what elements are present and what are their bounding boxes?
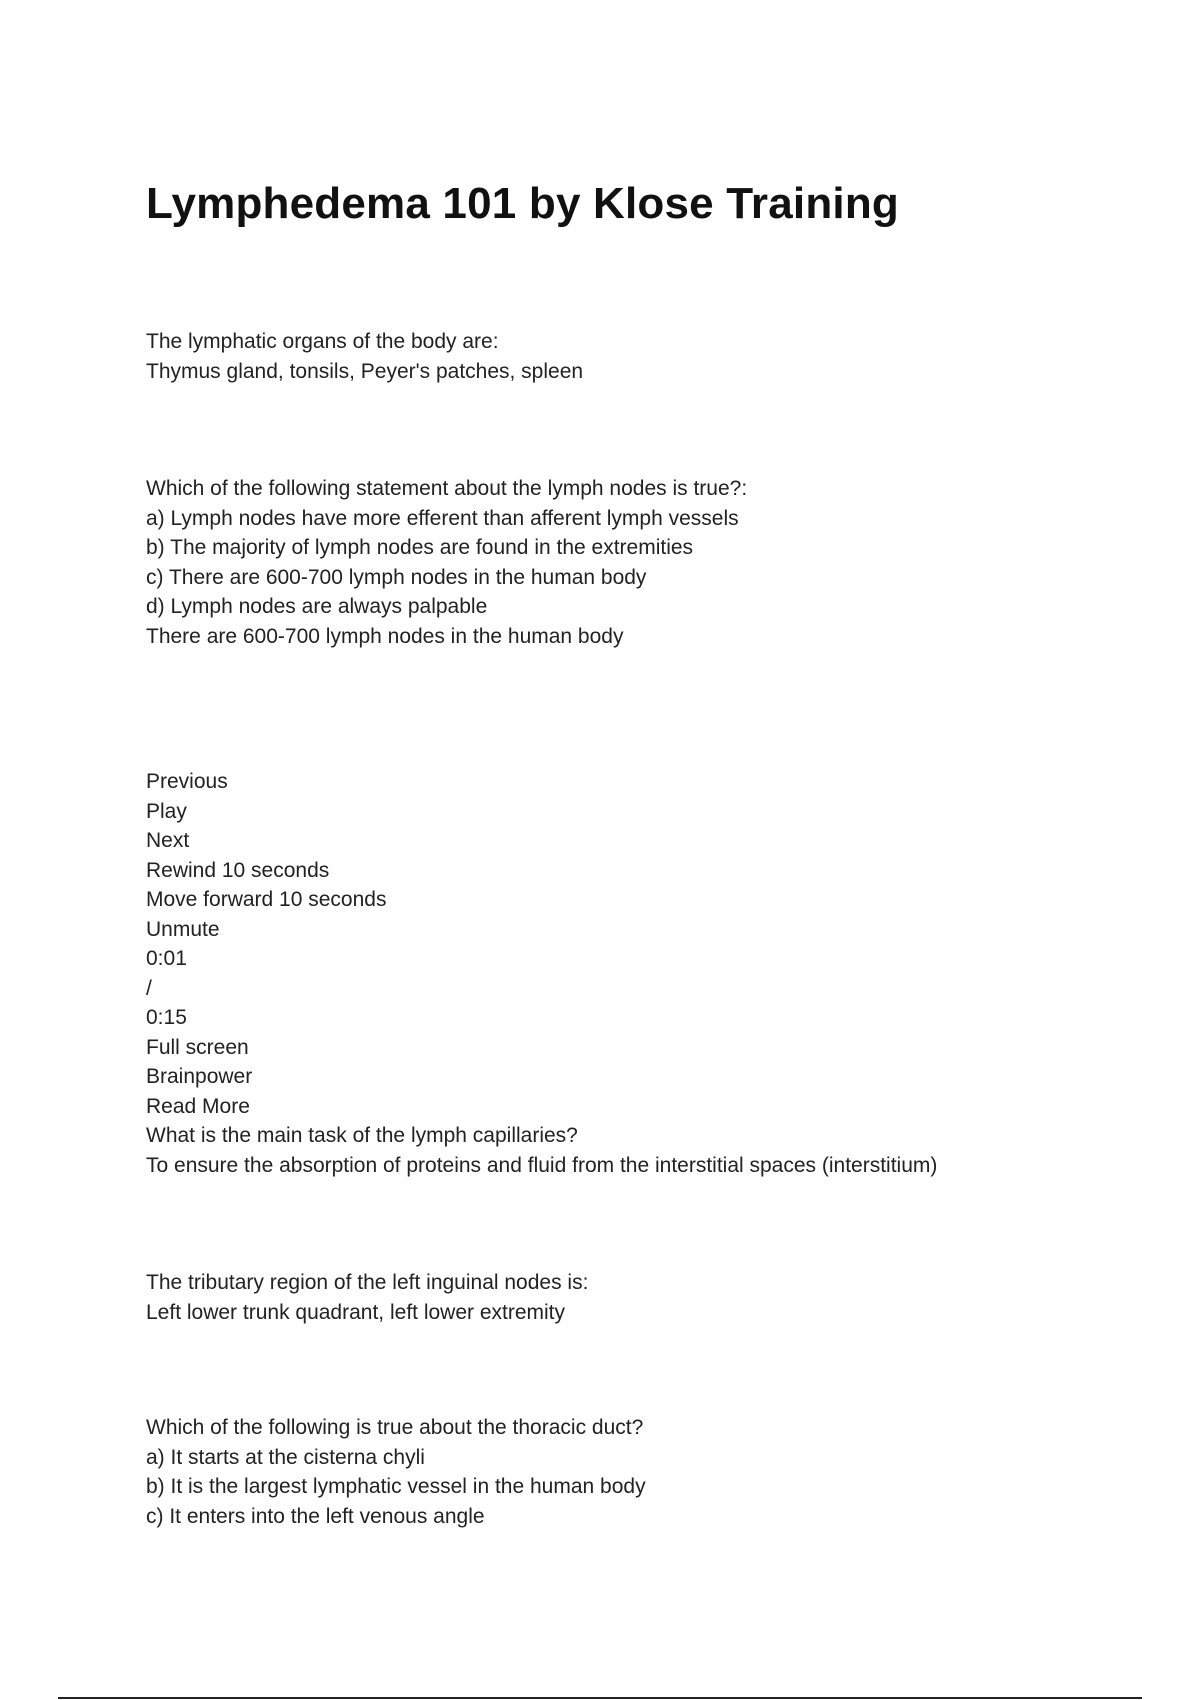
answer-text: Left lower trunk quadrant, left lower extremity	[146, 1300, 566, 1324]
question-text: The lymphatic organs of the body are:	[146, 330, 499, 353]
read-more-label: Read More	[146, 1094, 250, 1118]
option-c: c) It enters into the left venous angle	[146, 1504, 485, 1528]
section-lymph-nodes	[146, 474, 747, 651]
page-title: Lymphedema 101 by Klose Training	[146, 179, 900, 228]
forward-label: Move forward 10 seconds	[146, 888, 387, 911]
section-lymphatic-organs	[146, 327, 583, 386]
brainpower-label: Brainpower	[146, 1065, 253, 1088]
section-media-player-text	[146, 767, 937, 1180]
option-a: a) Lymph nodes have more efferent than afferent lymph vessels	[146, 506, 739, 530]
question-text: Which of the following statement about the lymph nodes is true?:	[146, 477, 748, 500]
option-b: b) The majority of lymph nodes are found in the extremities	[146, 536, 694, 559]
option-c: c) There are 600-700 lymph nodes in the human body	[146, 565, 647, 589]
question-text: What is the main task of the lymph capillaries?	[146, 1124, 578, 1147]
answer-text: Thymus gland, tonsils, Peyer's patches, spleen	[146, 359, 584, 383]
question-text: The tributary region of the left inguinal nodes is:	[146, 1271, 589, 1294]
next-label: Next	[146, 829, 190, 852]
option-d: d) Lymph nodes are always palpable	[146, 595, 488, 618]
play-label: Play	[146, 799, 187, 823]
full-screen-label: Full screen	[146, 1035, 249, 1059]
total-time: 0:15	[146, 1006, 187, 1029]
section-inguinal-nodes	[146, 1268, 588, 1327]
answer-text: To ensure the absorption of proteins and fluid from the interstitial spaces (interstitium)	[146, 1153, 938, 1177]
time-separator: /	[146, 976, 152, 1000]
option-a: a) It starts at the cisterna chyli	[146, 1445, 425, 1469]
answer-text: There are 600-700 lymph nodes in the human body	[146, 624, 624, 648]
section-thoracic-duct	[146, 1413, 646, 1531]
footer-divider	[58, 1697, 1142, 1699]
previous-label: Previous	[146, 770, 228, 793]
question-text: Which of the following is true about the thoracic duct?	[146, 1416, 644, 1439]
rewind-label: Rewind 10 seconds	[146, 858, 330, 882]
option-b: b) It is the largest lymphatic vessel in the human body	[146, 1475, 646, 1498]
unmute-label: Unmute	[146, 917, 220, 941]
current-time: 0:01	[146, 947, 187, 970]
